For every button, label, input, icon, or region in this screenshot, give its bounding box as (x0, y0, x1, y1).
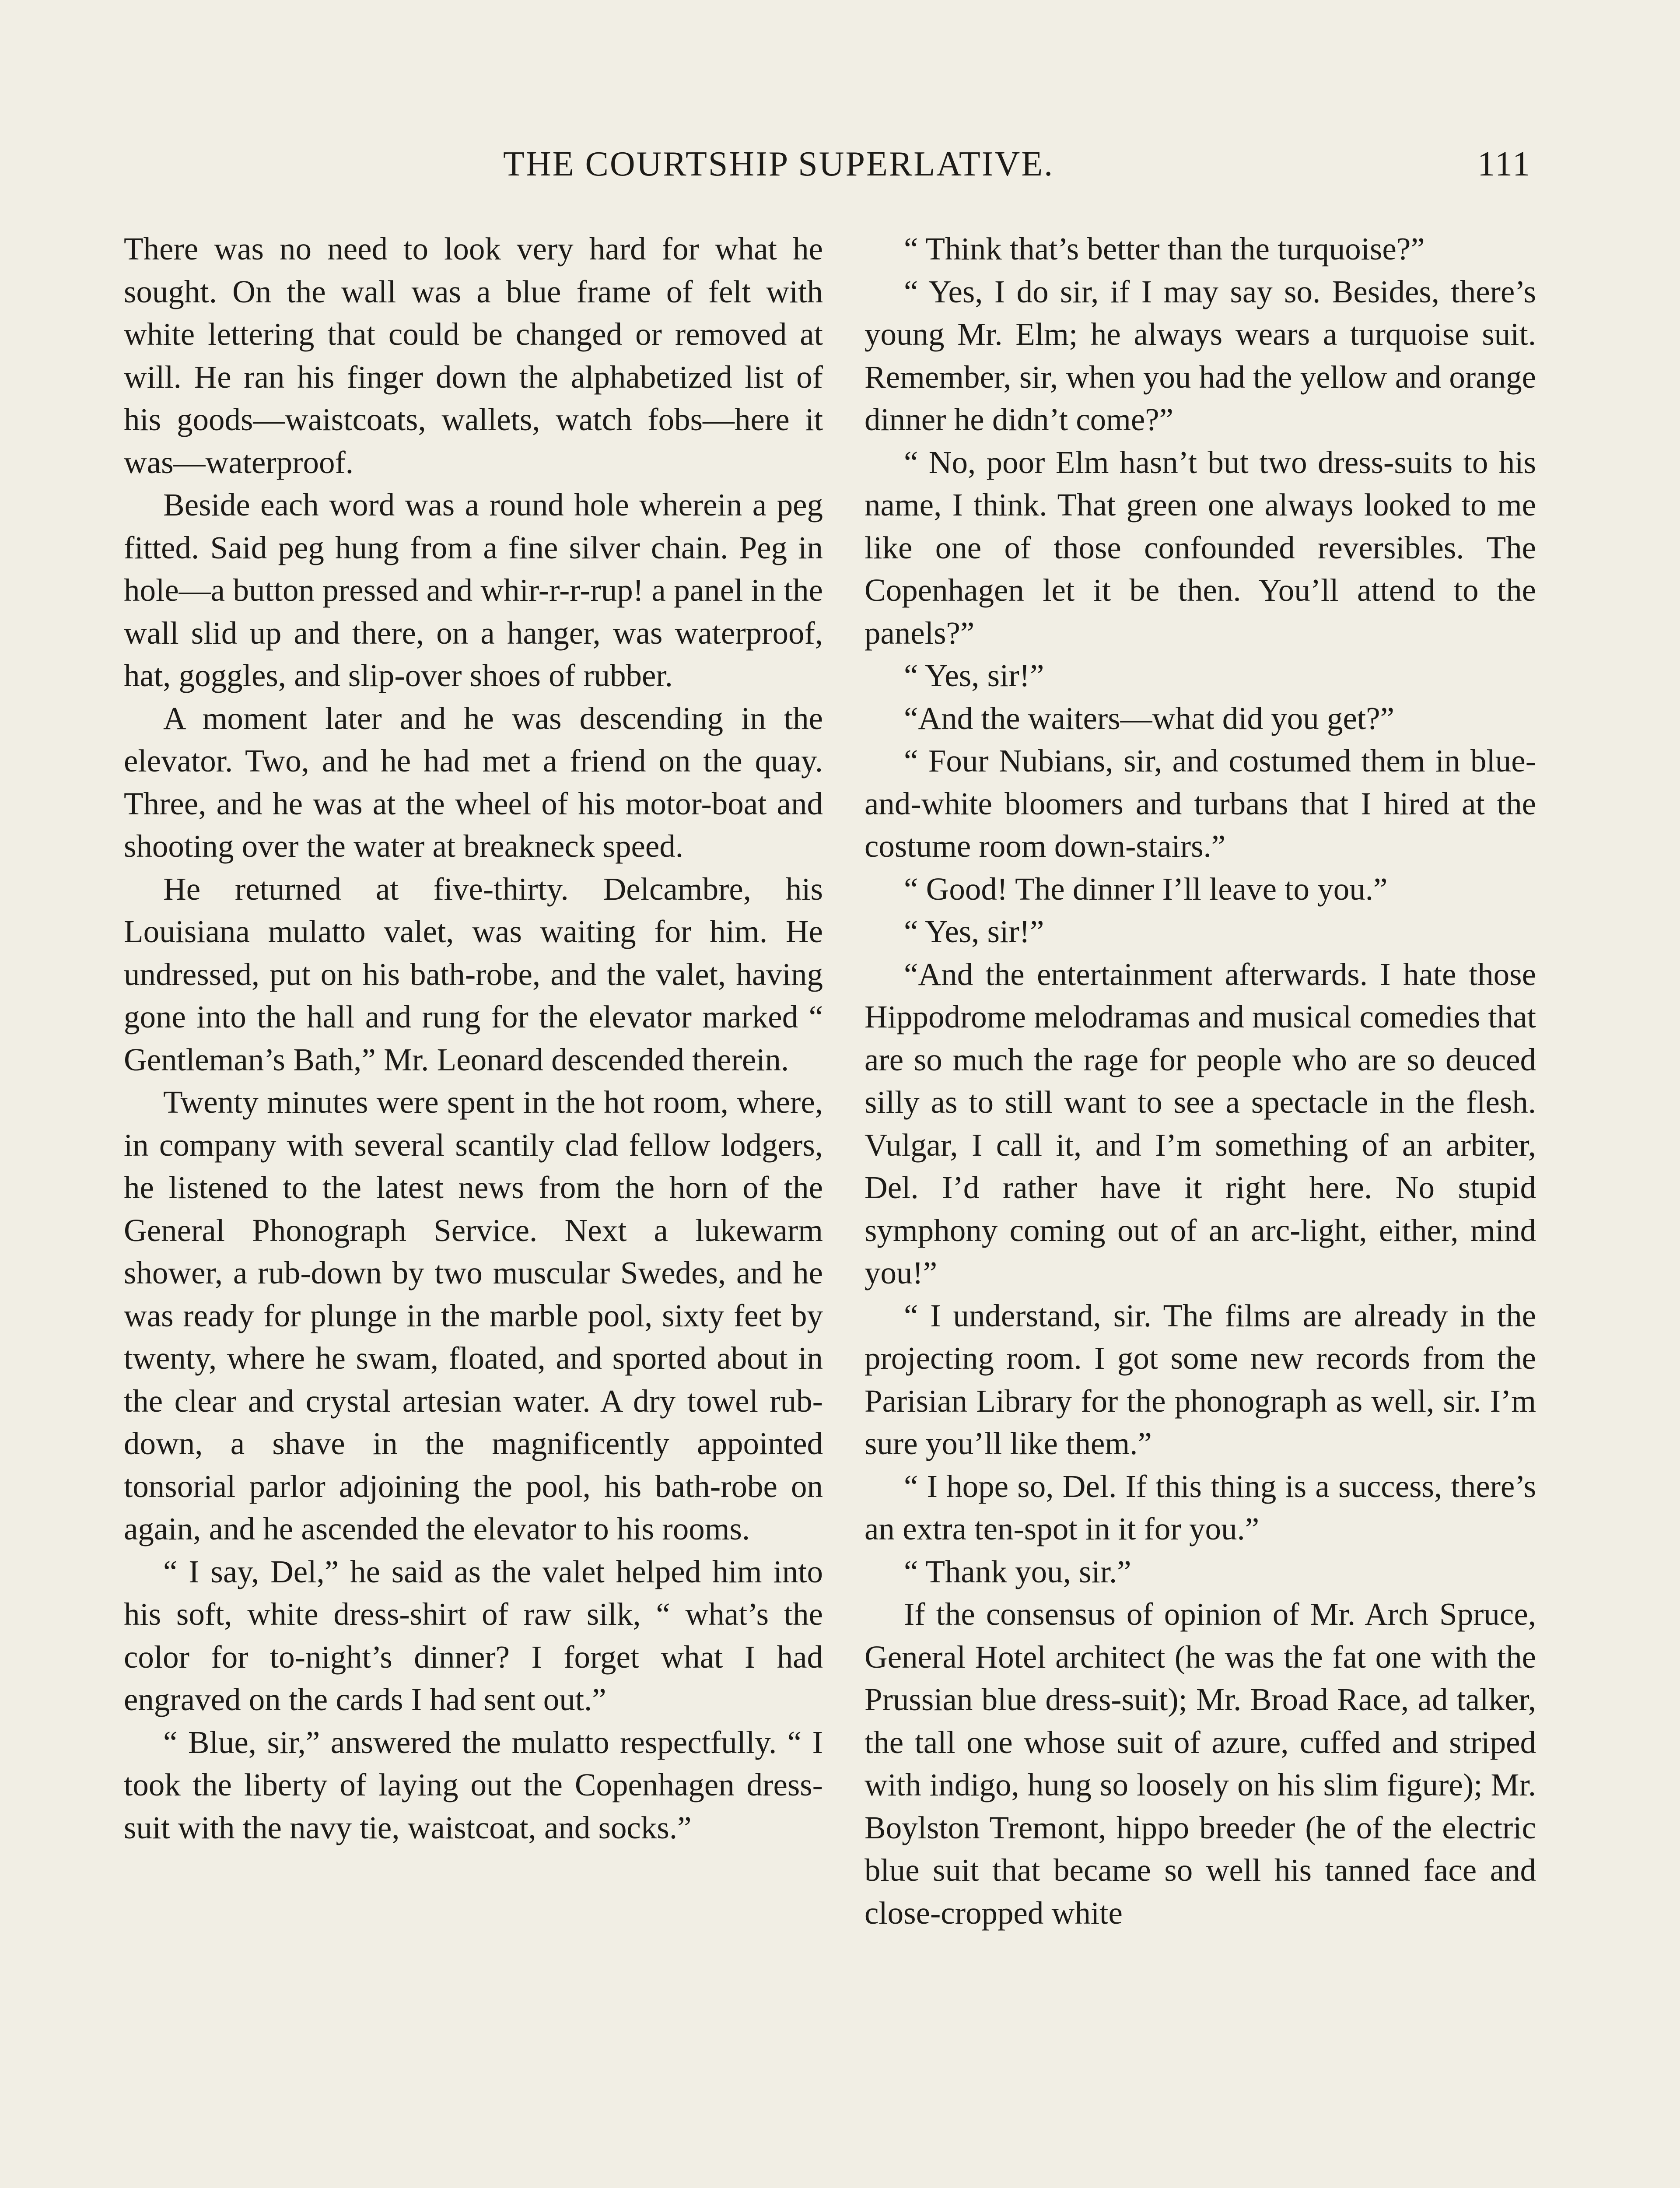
paragraph: “And the waiters—what did you get?” (904, 700, 1395, 736)
paragraph: Beside each word was a round hole wherein a peg fitted. Said peg hung from a fine silver chain. Peg in hole—a button pressed and whir-r-r-rup! a panel in the wall slid up and there, on a hanger, was waterproof, hat, goggles, and slip-over shoes of rubber. (124, 487, 823, 693)
paragraph: “And the entertainment afterwards. I hate those Hippodrome melodramas and musical comedies that are so much the rage for people who are so deuced silly as to still want to see a spectacle in the flesh. Vulgar, I call it, and I’m something of an arbiter, Del. I’d rather have it right here. No stupid symphony coming out of an arc-light, either, mind you!” (864, 956, 1536, 1290)
paragraph: “ Yes, sir!” (904, 658, 1044, 693)
paragraph: “ No, poor Elm hasn’t but two dress-suits to his name, I think. That green one always looked to me like one of those confounded reversibles. The Copenhagen let it be then. You’ll attend to the panels?” (864, 444, 1536, 651)
paragraph: “ I hope so, Del. If this thing is a success, there’s an extra ten-spot in it for you.” (864, 1468, 1536, 1546)
paragraph: Twenty minutes were spent in the hot room, where, in company with several scantily clad fellow lodgers, he listened to the latest news from the horn of the General Phonograph Service. Next a lukewarm shower, a rub-down by two muscular Swedes, and he was ready for plunge in the marble pool, sixty feet by twenty, where he swam, floated, and sported about in the clear and crystal artesian water. A dry towel rub-down, a shave in the magnificently appointed tonsorial parlor adjoining the pool, his bath-robe on again, and he ascended the elevator to his rooms. (124, 1084, 823, 1546)
chapter-title: THE COURTSHIP SUPERLATIVE. (503, 145, 1054, 183)
paragraph: “ I understand, sir. The films are already in the projecting room. I got some new records from the Parisian Library for the phonograph as well, sir. I’m sure you’ll like them.” (864, 1297, 1536, 1461)
paragraph: “ Four Nubians, sir, and costumed them in blue-and-white bloomers and turbans that I hired at the costume room down-stairs.” (864, 743, 1536, 864)
paragraph: “ I say, Del,” he said as the valet helped him into his soft, white dress-shirt of raw silk, “ what’s the color for to-night’s dinner? I forget what I had engraved on the cards I had sent out.” (124, 1553, 823, 1717)
paragraph: “ Yes, sir!” (904, 914, 1044, 949)
paragraph: He returned at five-thirty. Delcambre, his Louisiana mulatto valet, was waiting for him. He undressed, put on his bath-robe, and the valet, having gone into the hall and rung for the elevator marked “ Gentleman’s Bath,” Mr. Leonard descended therein. (124, 871, 823, 1077)
paragraph: A moment later and he was descending in the elevator. Two, and he had met a friend on the quay. Three, and he was at the wheel of his motor-boat and shooting over the water at breakneck speed. (124, 700, 823, 864)
paragraph: “ Think that’s better than the turquoise?” (904, 231, 1425, 266)
paragraph: If the consensus of opinion of Mr. Arch Spruce, General Hotel architect (he was the fat one with the Prussian blue dress-suit); Mr. Broad Race, ad talker, the tall one whose suit of azure, cuffed and striped with indigo, hung so loosely on his slim figure); Mr. Boylston Tremont, hippo breeder (he of the electric blue suit that became so well his tanned face and close-cropped white (864, 1596, 1536, 1931)
right-column (864, 228, 1536, 1934)
paragraph: “ Blue, sir,” answered the mulatto respectfully. “ I took the liberty of laying out the Copenhagen dress-suit with the navy tie, waistcoat, and socks.” (124, 1724, 823, 1845)
page-number: 111 (1477, 145, 1531, 183)
paragraph: “ Thank you, sir.” (904, 1553, 1131, 1589)
paragraph: “ Good! The dinner I’ll leave to you.” (904, 871, 1388, 907)
paragraph: There was no need to look very hard for what he sought. On the wall was a blue frame of felt with white lettering that could be changed or removed at will. He ran his finger down the alphabetized list of his goods—waistcoats, wallets, watch fobs—here it was—waterproof. (124, 231, 823, 480)
left-column (124, 228, 823, 1849)
paragraph: “ Yes, I do sir, if I may say so. Besides, there’s young Mr. Elm; he always wears a turquoise suit. Remember, sir, when you had the yellow and orange dinner he didn’t come?” (864, 274, 1536, 437)
